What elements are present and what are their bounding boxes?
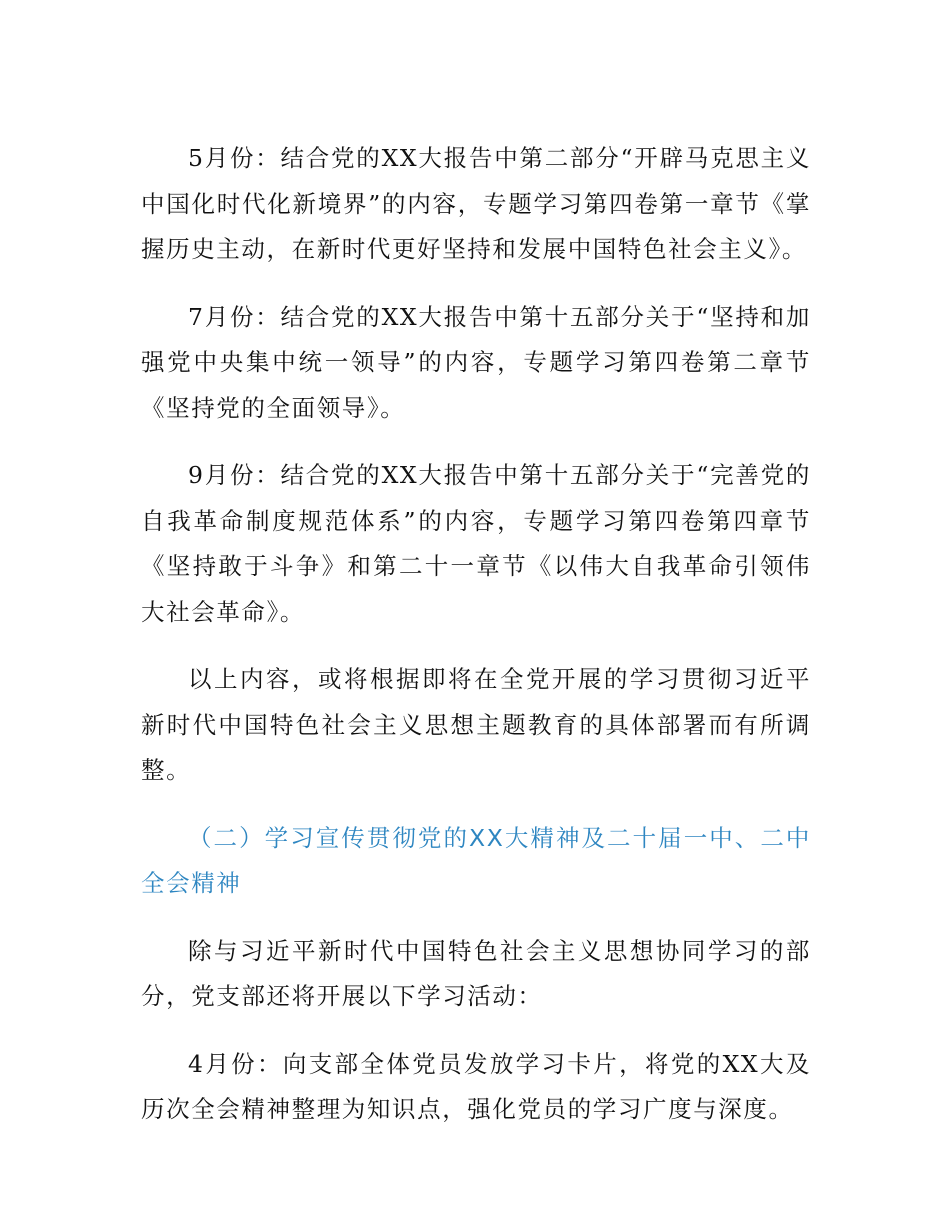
paragraph-intro-activities: 除与习近平新时代中国特色社会主义思想协同学习的部分，党支部还将开展以下学习活动： (141, 936, 811, 1010)
paragraph-july: 7月份：结合党的XX大报告中第十五部分关于“坚持和加强党中央集中统一领导”的内容，专题学习第四卷第二章节《坚持党的全面领导》。 (141, 302, 811, 422)
document-body (141, 136, 811, 1155)
paragraph-april: 4月份：向支部全体党员发放学习卡片，将党的XX大及历次全会精神整理为知识点，强化党员的学习广度与深度。 (141, 1049, 811, 1123)
section-heading: （二）学习宣传贯彻党的XX大精神及二十届一中、二中全会精神 (141, 823, 811, 897)
paragraph-adjustment-note: 以上内容，或将根据即将在全党开展的学习贯彻习近平新时代中国特色社会主义思想主题教育的具体部署而有所调整。 (141, 665, 811, 784)
paragraph-may: 5月份：结合党的XX大报告中第二部分“开辟马克思主义中国化时代化新境界”的内容，专题学习第四卷第一章节《掌握历史主动，在新时代更好坚持和发展中国特色社会主义》。 (141, 144, 811, 263)
paragraph-september: 9月份：结合党的XX大报告中第十五部分关于“完善党的自我革命制度规范体系”的内容，专题学习第四卷第四章节《坚持敢于斗争》和第二十一章节《以伟大自我革命引领伟大社会革命》。 (141, 461, 811, 626)
